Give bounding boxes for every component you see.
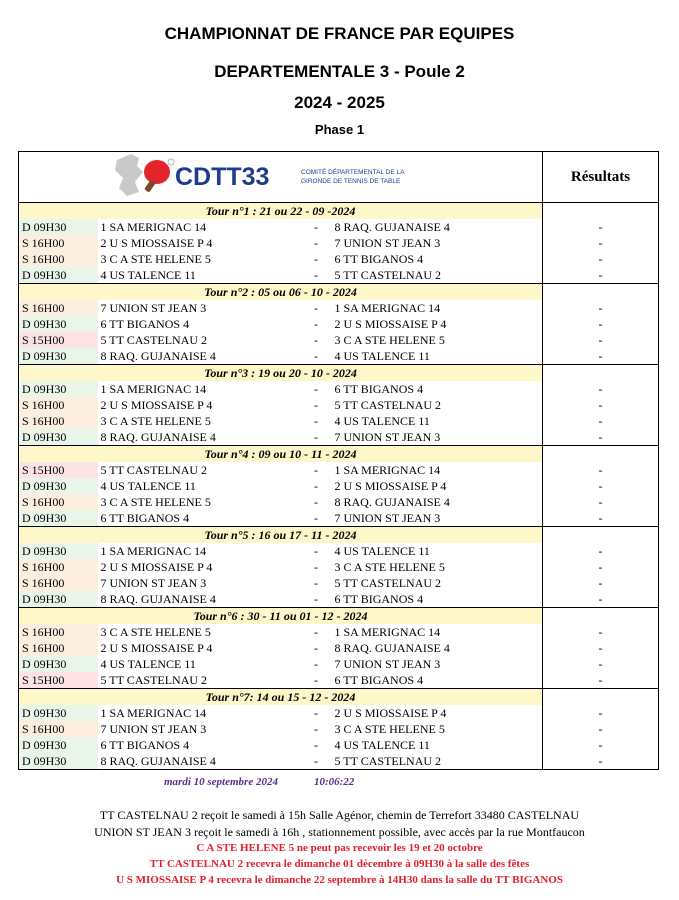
match-row xyxy=(19,575,659,591)
away-team: 8 RAQ. GUJANAISE 4 xyxy=(334,640,450,655)
home-team: 2 U S MIOSSAISE P 4 xyxy=(100,235,213,250)
tour-result-spacer xyxy=(543,365,659,382)
tour-title: Tour n°1 : 21 ou 22 - 09 -2024 xyxy=(19,203,543,220)
tour-row xyxy=(19,365,659,382)
match-row xyxy=(19,559,659,575)
match-result: - xyxy=(543,300,659,316)
vs-dash: - xyxy=(314,705,318,720)
tour-row xyxy=(19,446,659,463)
match-result: - xyxy=(543,462,659,478)
tour-title: Tour n°2 : 05 ou 06 - 10 - 2024 xyxy=(19,284,543,301)
match-row xyxy=(19,672,659,689)
page-title: CHAMPIONNAT DE FRANCE PAR EQUIPES xyxy=(164,24,515,43)
tour-row xyxy=(19,689,659,706)
vs-dash: - xyxy=(314,251,318,266)
tour-title: Tour n°3 : 19 ou 20 - 10 - 2024 xyxy=(19,365,543,382)
match-time: S 16H00 xyxy=(19,300,98,316)
home-team: 3 C A STE HELENE 5 xyxy=(100,624,211,639)
home-team: 1 SA MERIGNAC 14 xyxy=(100,543,207,558)
vs-dash: - xyxy=(314,510,318,525)
away-team: 6 TT BIGANOS 4 xyxy=(334,381,424,396)
note-castelnau-date: TT CASTELNAU 2 recevra le dimanche 01 décembre à 09H30 à la salle des fêtes xyxy=(149,858,530,870)
home-team: 1 SA MERIGNAC 14 xyxy=(100,381,207,396)
match-result: - xyxy=(543,251,659,267)
match-time: S 16H00 xyxy=(19,397,98,413)
vs-dash: - xyxy=(314,591,318,606)
match-row xyxy=(19,656,659,672)
vs-dash: - xyxy=(314,413,318,428)
phase-title: Phase 1 xyxy=(314,122,365,137)
vs-dash: - xyxy=(314,381,318,396)
match-result: - xyxy=(543,624,659,640)
away-team: 5 TT CASTELNAU 2 xyxy=(334,397,442,412)
match-row xyxy=(19,429,659,446)
logo-cell xyxy=(19,152,543,203)
tour-title: Tour n°7: 14 ou 15 - 12 - 2024 xyxy=(19,689,543,706)
match-result: - xyxy=(543,591,659,608)
home-team: 8 RAQ. GUJANAISE 4 xyxy=(100,591,216,606)
home-team: 1 SA MERIGNAC 14 xyxy=(100,705,207,720)
match-row xyxy=(19,543,659,559)
home-team: 4 US TALENCE 11 xyxy=(100,478,196,493)
match-time: D 09H30 xyxy=(19,478,98,494)
match-result: - xyxy=(543,348,659,365)
match-row xyxy=(19,478,659,494)
match-result: - xyxy=(543,235,659,251)
home-team: 3 C A STE HELENE 5 xyxy=(100,251,211,266)
match-time: S 16H00 xyxy=(19,251,98,267)
table-header-row xyxy=(19,152,659,203)
match-time: D 09H30 xyxy=(19,510,98,527)
cdtt33-logo xyxy=(109,152,453,198)
away-team: 4 US TALENCE 11 xyxy=(334,413,430,428)
tour-result-spacer xyxy=(543,284,659,301)
vs-dash: - xyxy=(314,672,318,687)
away-team: 4 US TALENCE 11 xyxy=(334,348,430,363)
match-time: S 16H00 xyxy=(19,624,98,640)
tour-title: Tour n°5 : 16 ou 17 - 11 - 2024 xyxy=(19,527,543,544)
match-result: - xyxy=(543,316,659,332)
vs-dash: - xyxy=(314,462,318,477)
ball-icon xyxy=(168,159,174,165)
match-result: - xyxy=(543,656,659,672)
tour-row xyxy=(19,284,659,301)
gironde-map-icon xyxy=(115,154,143,196)
vs-dash: - xyxy=(314,219,318,234)
match-result: - xyxy=(543,543,659,559)
away-team: 4 US TALENCE 11 xyxy=(334,543,430,558)
match-result: - xyxy=(543,737,659,753)
match-row xyxy=(19,235,659,251)
match-time: S 15H00 xyxy=(19,332,98,348)
paddle-icon xyxy=(144,160,170,184)
home-team: 4 US TALENCE 11 xyxy=(100,267,196,282)
match-row xyxy=(19,737,659,753)
match-time: S 16H00 xyxy=(19,413,98,429)
tour-result-spacer xyxy=(543,608,659,625)
match-result: - xyxy=(543,672,659,689)
match-row xyxy=(19,705,659,721)
home-team: 8 RAQ. GUJANAISE 4 xyxy=(98,753,304,770)
match-result: - xyxy=(543,397,659,413)
tour-result-spacer xyxy=(543,527,659,544)
away-team: 5 TT CASTELNAU 2 xyxy=(334,267,442,282)
match-time: D 09H30 xyxy=(19,656,98,672)
match-row xyxy=(19,348,659,365)
match-row xyxy=(19,316,659,332)
away-team: 7 UNION ST JEAN 3 xyxy=(334,235,441,250)
match-time: D 09H30 xyxy=(19,316,98,332)
away-team: 6 TT BIGANOS 4 xyxy=(334,251,424,266)
match-row xyxy=(19,267,659,284)
vs-dash: - xyxy=(304,753,329,770)
vs-dash: - xyxy=(314,429,318,444)
vs-dash: - xyxy=(314,397,318,412)
home-team: 2 U S MIOSSAISE P 4 xyxy=(100,640,213,655)
print-timestamp xyxy=(164,776,354,788)
match-time: D 09H30 xyxy=(19,219,98,235)
logo-text: CDTT33 xyxy=(174,163,269,191)
match-result: - xyxy=(543,753,659,770)
match-time: D 09H30 xyxy=(19,348,98,365)
vs-dash: - xyxy=(314,737,318,752)
away-team: 4 US TALENCE 11 xyxy=(334,737,430,752)
match-result: - xyxy=(543,332,659,348)
match-result: - xyxy=(543,721,659,737)
away-team: 5 TT CASTELNAU 2 xyxy=(334,575,442,590)
match-time: S 16H00 xyxy=(19,640,98,656)
away-team: 1 SA MERIGNAC 14 xyxy=(334,462,441,477)
vs-dash: - xyxy=(314,348,318,363)
vs-dash: - xyxy=(314,559,318,574)
match-time: S 15H00 xyxy=(19,462,98,478)
home-team: 5 TT CASTELNAU 2 xyxy=(100,672,208,687)
note-miossaise-date: U S MIOSSAISE P 4 recevra le dimanche 22 septembre à 14H30 dans la salle du TT BIGANOS xyxy=(116,874,563,886)
results-header: Résultats xyxy=(543,152,659,203)
match-time: S 16H00 xyxy=(19,575,98,591)
home-team: 6 TT BIGANOS 4 xyxy=(100,316,190,331)
vs-dash: - xyxy=(314,624,318,639)
vs-dash: - xyxy=(314,494,318,509)
schedule-table xyxy=(18,151,659,770)
home-team: 2 U S MIOSSAISE P 4 xyxy=(100,559,213,574)
vs-dash: - xyxy=(314,300,318,315)
tour-result-spacer xyxy=(543,446,659,463)
match-row xyxy=(19,300,659,316)
tour-title: Tour n°4 : 09 ou 10 - 11 - 2024 xyxy=(19,446,543,463)
vs-dash: - xyxy=(314,575,318,590)
match-row xyxy=(19,381,659,397)
note-castelnau-venue: TT CASTELNAU 2 reçoit le samedi à 15h Salle Agénor, chemin de Terrefort 33480 CASTELNAU xyxy=(99,808,580,822)
away-team: 3 C A STE HELENE 5 xyxy=(334,559,445,574)
match-result: - xyxy=(543,429,659,446)
match-row xyxy=(19,413,659,429)
division-title: DEPARTEMENTALE 3 - Poule 2 xyxy=(214,62,465,81)
home-team: 6 TT BIGANOS 4 xyxy=(100,510,190,525)
match-time: D 09H30 xyxy=(19,737,98,753)
match-result: - xyxy=(543,494,659,510)
vs-dash: - xyxy=(314,721,318,736)
away-team: 2 U S MIOSSAISE P 4 xyxy=(334,705,447,720)
match-time: D 09H30 xyxy=(19,591,98,608)
match-row xyxy=(19,753,659,770)
home-team: 2 U S MIOSSAISE P 4 xyxy=(100,397,213,412)
away-team: 3 C A STE HELENE 5 xyxy=(334,332,445,347)
home-team: 8 RAQ. GUJANAISE 4 xyxy=(100,348,216,363)
match-time: S 16H00 xyxy=(19,235,98,251)
match-row xyxy=(19,640,659,656)
match-row xyxy=(19,624,659,640)
match-result: - xyxy=(543,575,659,591)
tour-row xyxy=(19,203,659,220)
match-row xyxy=(19,721,659,737)
away-team: 7 UNION ST JEAN 3 xyxy=(334,510,441,525)
home-team: 1 SA MERIGNAC 14 xyxy=(100,219,207,234)
tour-result-spacer xyxy=(543,203,659,220)
away-team: 8 RAQ. GUJANAISE 4 xyxy=(334,219,450,234)
away-team: 5 TT CASTELNAU 2 xyxy=(329,753,543,770)
vs-dash: - xyxy=(314,235,318,250)
vs-dash: - xyxy=(314,316,318,331)
note-st-jean-venue: UNION ST JEAN 3 reçoit le samedi à 16h , stationnement possible, avec accès par la rue Montfaucon xyxy=(94,825,585,839)
home-team: 3 C A STE HELENE 5 xyxy=(100,494,211,509)
match-result: - xyxy=(543,219,659,235)
match-result: - xyxy=(543,267,659,284)
away-team: 3 C A STE HELENE 5 xyxy=(334,721,445,736)
match-result: - xyxy=(543,478,659,494)
vs-dash: - xyxy=(314,267,318,282)
logo-subtitle-1: COMITÉ DÉPARTEMENTAL DE LA xyxy=(300,169,404,176)
tour-row xyxy=(19,608,659,625)
home-team: 7 UNION ST JEAN 3 xyxy=(100,721,207,736)
match-time: S 16H00 xyxy=(19,494,98,510)
season-title: 2024 - 2025 xyxy=(294,93,385,112)
vs-dash: - xyxy=(314,656,318,671)
tour-title: Tour n°6 : 30 - 11 ou 01 - 12 - 2024 xyxy=(19,608,543,625)
vs-dash: - xyxy=(314,332,318,347)
tour-result-spacer xyxy=(543,689,659,706)
match-row xyxy=(19,219,659,235)
match-row xyxy=(19,494,659,510)
match-time: D 09H30 xyxy=(19,753,98,770)
away-team: 2 U S MIOSSAISE P 4 xyxy=(334,478,447,493)
tour-row xyxy=(19,527,659,544)
home-team: 5 TT CASTELNAU 2 xyxy=(100,462,208,477)
home-team: 7 UNION ST JEAN 3 xyxy=(100,575,207,590)
match-result: - xyxy=(543,640,659,656)
match-time: D 09H30 xyxy=(19,429,98,446)
match-time: D 09H30 xyxy=(19,267,98,284)
home-team: 6 TT BIGANOS 4 xyxy=(100,737,190,752)
match-time: D 09H30 xyxy=(19,381,98,397)
match-time: D 09H30 xyxy=(19,705,98,721)
match-result: - xyxy=(543,510,659,527)
away-team: 7 UNION ST JEAN 3 xyxy=(334,656,441,671)
match-row xyxy=(19,332,659,348)
vs-dash: - xyxy=(314,543,318,558)
home-team: 7 UNION ST JEAN 3 xyxy=(100,300,207,315)
vs-dash: - xyxy=(314,640,318,655)
match-time: S 16H00 xyxy=(19,559,98,575)
away-team: 7 UNION ST JEAN 3 xyxy=(334,429,441,444)
away-team: 1 SA MERIGNAC 14 xyxy=(334,300,441,315)
away-team: 1 SA MERIGNAC 14 xyxy=(334,624,441,639)
print-date: mardi 10 septembre 2024 xyxy=(164,776,278,788)
match-result: - xyxy=(543,705,659,721)
match-time: D 09H30 xyxy=(19,543,98,559)
match-result: - xyxy=(543,381,659,397)
note-ste-helene: C A STE HELENE 5 ne peut pas recevoir les 19 et 20 octobre xyxy=(196,842,483,854)
home-team: 3 C A STE HELENE 5 xyxy=(100,413,211,428)
away-team: 6 TT BIGANOS 4 xyxy=(334,591,424,606)
home-team: 4 US TALENCE 11 xyxy=(100,656,196,671)
logo-subtitle-2: GIRONDE DE TENNIS DE TABLE xyxy=(300,178,400,185)
match-time: S 16H00 xyxy=(19,721,98,737)
match-result: - xyxy=(543,559,659,575)
away-team: 6 TT BIGANOS 4 xyxy=(334,672,424,687)
away-team: 2 U S MIOSSAISE P 4 xyxy=(334,316,447,331)
home-team: 5 TT CASTELNAU 2 xyxy=(100,332,208,347)
match-row xyxy=(19,591,659,608)
vs-dash: - xyxy=(314,478,318,493)
match-time: S 15H00 xyxy=(19,672,98,689)
home-team: 8 RAQ. GUJANAISE 4 xyxy=(100,429,216,444)
match-row xyxy=(19,510,659,527)
match-row xyxy=(19,251,659,267)
match-row xyxy=(19,462,659,478)
match-result: - xyxy=(543,413,659,429)
match-row xyxy=(19,397,659,413)
print-time: 10:06:22 xyxy=(313,776,355,788)
away-team: 8 RAQ. GUJANAISE 4 xyxy=(334,494,450,509)
